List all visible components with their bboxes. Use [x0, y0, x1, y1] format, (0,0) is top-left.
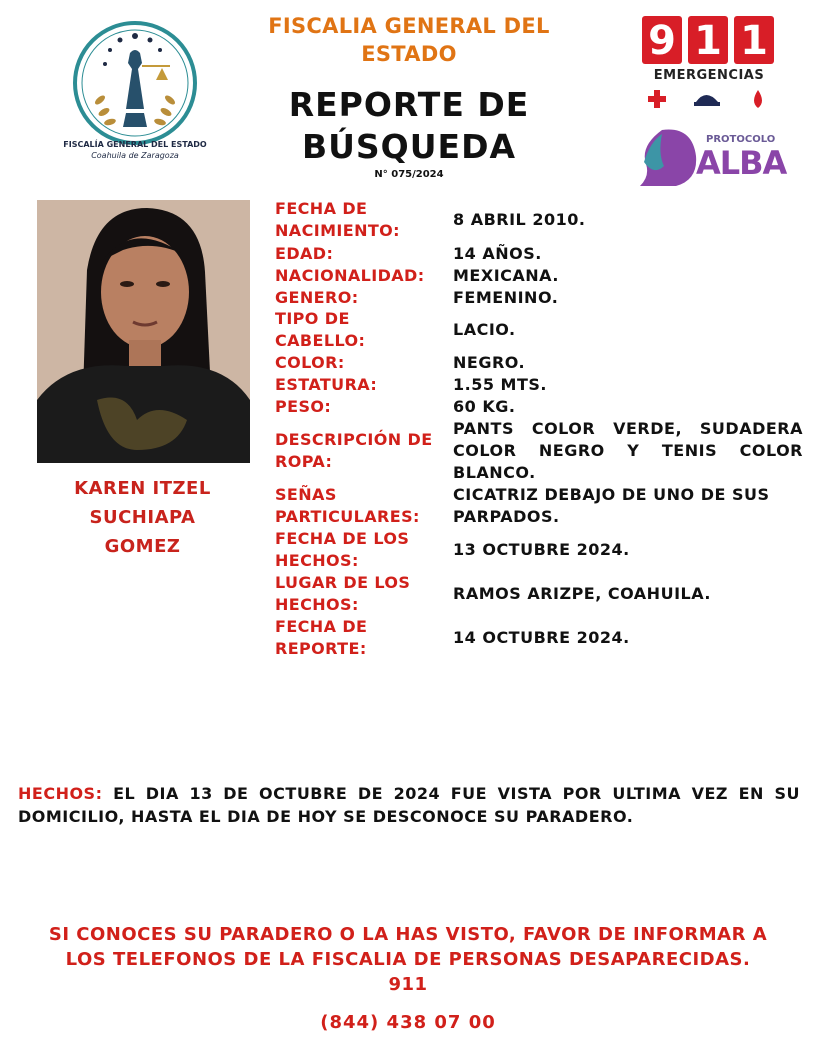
detail-value: 8 ABRIL 2010. [453, 210, 586, 229]
detail-value: FEMENINO. [453, 288, 559, 307]
detail-label: NACIONALIDAD: [275, 266, 425, 285]
alba-word: ALBA [696, 144, 787, 182]
name-line-2: SUCHIAPA [89, 507, 196, 528]
fire-icon [754, 90, 762, 108]
detail-row-nationality [275, 265, 803, 287]
detail-value: NEGRO. [453, 353, 526, 372]
emergencias-label: EMERGENCIAS [653, 68, 765, 83]
fiscalia-seal-logo [63, 18, 207, 168]
detail-row-height [275, 374, 803, 396]
digit-9: 9 [642, 16, 682, 64]
detail-value: CICATRIZ DEBAJO DE UNO DE SUS PARPADOS. [453, 485, 770, 526]
seal-title: FISCALÍA GENERAL DEL ESTADO [63, 140, 207, 149]
detail-row-weight [275, 396, 803, 418]
medical-cross-icon [648, 90, 666, 108]
detail-row-hair-type [275, 308, 803, 352]
detail-value: PANTS COLOR VERDE, SUDADERA COLOR NEGRO Y TENIS COLOR BLANCO. [453, 419, 803, 482]
facts-text: EL DIA 13 DE OCTUBRE DE 2024 FUE VISTA POR ULTIMA VEZ EN SU DOMICILIO, HASTA EL DIA DE HOY SE DESCONOCE SU PARADERO. [18, 784, 800, 826]
detail-label: FECHA DE LOS HECHOS: [275, 529, 410, 570]
detail-value: 14 OCTUBRE 2024. [453, 628, 630, 647]
detail-value: MEXICANA. [453, 266, 559, 285]
detail-label: PESO: [275, 397, 332, 416]
police-cap-icon [694, 95, 720, 106]
seal-subtitle: Coahuila de Zaragoza [91, 151, 179, 160]
detail-label: FECHA DE NACIMIENTO: [275, 199, 400, 240]
detail-label: GENERO: [275, 288, 359, 307]
detail-row-gender [275, 287, 803, 309]
detail-row-report-date [275, 616, 803, 660]
appeal-line-2: LOS TELEFONOS DE LA FISCALIA DE PERSONAS DESAPARECIDAS. [65, 949, 751, 970]
name-line-3: GOMEZ [104, 536, 181, 557]
contact-appeal [22, 922, 794, 997]
digit-1-second: 1 [734, 16, 774, 64]
agency-name: FISCALIA GENERAL DEL ESTADO [268, 14, 550, 66]
facts-label: HECHOS: [18, 784, 103, 803]
detail-label: EDAD: [275, 244, 334, 263]
appeal-line-1: SI CONOCES SU PARADERO O LA HAS VISTO, FAVOR DE INFORMAR A [48, 924, 768, 945]
emergency-services-icons [646, 88, 776, 112]
detail-row-marks [275, 484, 803, 528]
alba-protocol-label: PROTOCOLO [706, 134, 776, 145]
detail-row-clothing [275, 418, 803, 484]
detail-value: 1.55 MTS. [453, 375, 547, 394]
detail-row-birthdate [275, 198, 803, 242]
name-line-1: KAREN ITZEL [74, 478, 211, 499]
detail-label: ESTATURA: [275, 375, 378, 394]
detail-label: LUGAR DE LOS HECHOS: [275, 573, 411, 614]
detail-value: LACIO. [453, 320, 516, 339]
detail-label: DESCRIPCIÓN DE ROPA: [275, 430, 433, 471]
detail-row-event-date [275, 528, 803, 572]
detail-value: 13 OCTUBRE 2024. [453, 540, 630, 559]
protocolo-alba-logo [640, 126, 786, 188]
detail-row-age [275, 243, 803, 265]
person-portrait [37, 200, 250, 463]
alba-profile-icon [640, 126, 700, 188]
contact-phone: (844) 438 07 00 [320, 1012, 496, 1033]
detail-label: COLOR: [275, 353, 345, 372]
digit-1: 1 [688, 16, 728, 64]
detail-value: 14 AÑOS. [453, 244, 542, 263]
person-full-name [40, 474, 245, 561]
detail-row-event-place [275, 572, 803, 616]
title-line-1: REPORTE DE [288, 85, 530, 124]
facts-paragraph [18, 782, 800, 828]
page-title [236, 84, 582, 168]
detail-value: 60 KG. [453, 397, 516, 416]
detail-label: SEÑAS PARTICULARES: [275, 485, 420, 526]
detail-label: TIPO DE CABELLO: [275, 309, 366, 350]
appeal-line-3: 911 [388, 974, 428, 995]
report-number: N° 075/2024 [374, 169, 444, 180]
title-line-2: BÚSQUEDA [301, 127, 517, 166]
emergency-911-logo [640, 16, 778, 116]
detail-label: FECHA DE REPORTE: [275, 617, 368, 658]
detail-value: RAMOS ARIZPE, COAHUILA. [453, 584, 711, 603]
seal-graphic [70, 18, 200, 148]
detail-row-hair-color [275, 352, 803, 374]
missing-person-photo [37, 200, 250, 463]
